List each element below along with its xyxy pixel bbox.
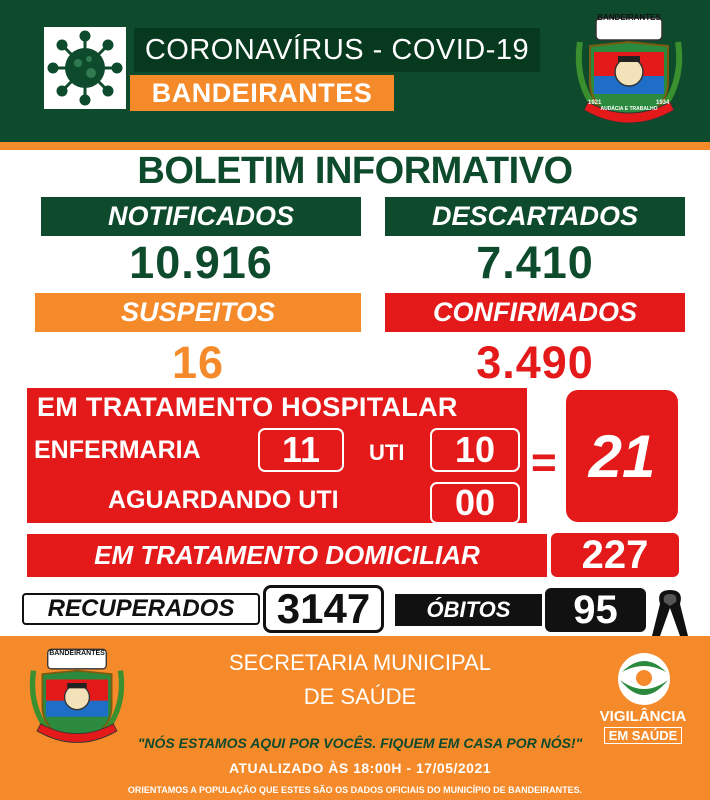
crest-year-right: 1934 [656, 100, 670, 106]
city-crest-icon [568, 12, 690, 141]
crest-year-left: 1921 [588, 100, 602, 106]
ward-value: 11 [258, 428, 344, 472]
home-treatment-value: 227 [551, 533, 679, 577]
vigilance-title: VIGILÂNCIA [599, 708, 687, 725]
secretariat-line-2: DE SAÚDE [303, 684, 417, 709]
equals-sign: = [531, 438, 557, 487]
suspects-label: SUSPEITOS [35, 293, 361, 332]
hospital-total: 21 [566, 390, 678, 522]
confirmed-value: 3.490 [476, 337, 594, 388]
mourning-ribbon-icon [650, 586, 690, 643]
page-title: CORONAVÍRUS - COVID-19 [134, 28, 540, 72]
bulletin-title: BOLETIM INFORMATIVO [137, 150, 573, 192]
recovered-label: RECUPERADOS [22, 593, 260, 625]
waiting-icu-value: 00 [430, 482, 520, 524]
vigilance-subtitle: EM SAÚDE [604, 727, 683, 744]
deaths-label: ÓBITOS [395, 594, 542, 626]
update-timestamp: ATUALIZADO ÀS 18:00H - 17/05/2021 [228, 760, 492, 776]
confirmed-label: CONFIRMADOS [385, 293, 685, 332]
recovered-value: 3147 [263, 585, 384, 633]
hospital-title: EM TRATAMENTO HOSPITALAR [37, 392, 458, 422]
secretariat-line-1: SECRETARIA MUNICIPAL [228, 650, 491, 675]
notified-value: 10.916 [129, 237, 273, 288]
discarded-label: DESCARTADOS [385, 197, 685, 236]
home-treatment-label: EM TRATAMENTO DOMICILIAR [27, 534, 547, 577]
ward-label: ENFERMARIA [34, 436, 201, 464]
vigilance-logo-icon [608, 650, 680, 713]
header-divider [0, 142, 710, 150]
crest-label: BANDEIRANTES [597, 13, 661, 22]
footer-crest-label: BANDEIRANTES [49, 650, 105, 657]
notified-label: NOTIFICADOS [41, 197, 361, 236]
footer-disclaimer: ORIENTAMOS A POPULAÇÃO QUE ESTES SÃO OS DADOS OFICIAIS DO MUNICÍPIO DE BANDEIRANTES. [127, 785, 583, 795]
city-name: BANDEIRANTES [130, 75, 394, 111]
crest-motto: AUDÁCIA E TRABALHO [600, 106, 658, 112]
virus-icon [44, 27, 126, 109]
icu-value: 10 [430, 428, 520, 472]
deaths-value: 95 [545, 588, 646, 632]
footer-quote: "NÓS ESTAMOS AQUI POR VOCÊS. FIQUEM EM CASA POR NÓS!" [137, 735, 583, 751]
discarded-value: 7.410 [476, 237, 594, 288]
waiting-icu-label: AGUARDANDO UTI [108, 486, 339, 514]
suspects-value: 16 [171, 337, 225, 388]
icu-label: UTI [369, 440, 405, 465]
